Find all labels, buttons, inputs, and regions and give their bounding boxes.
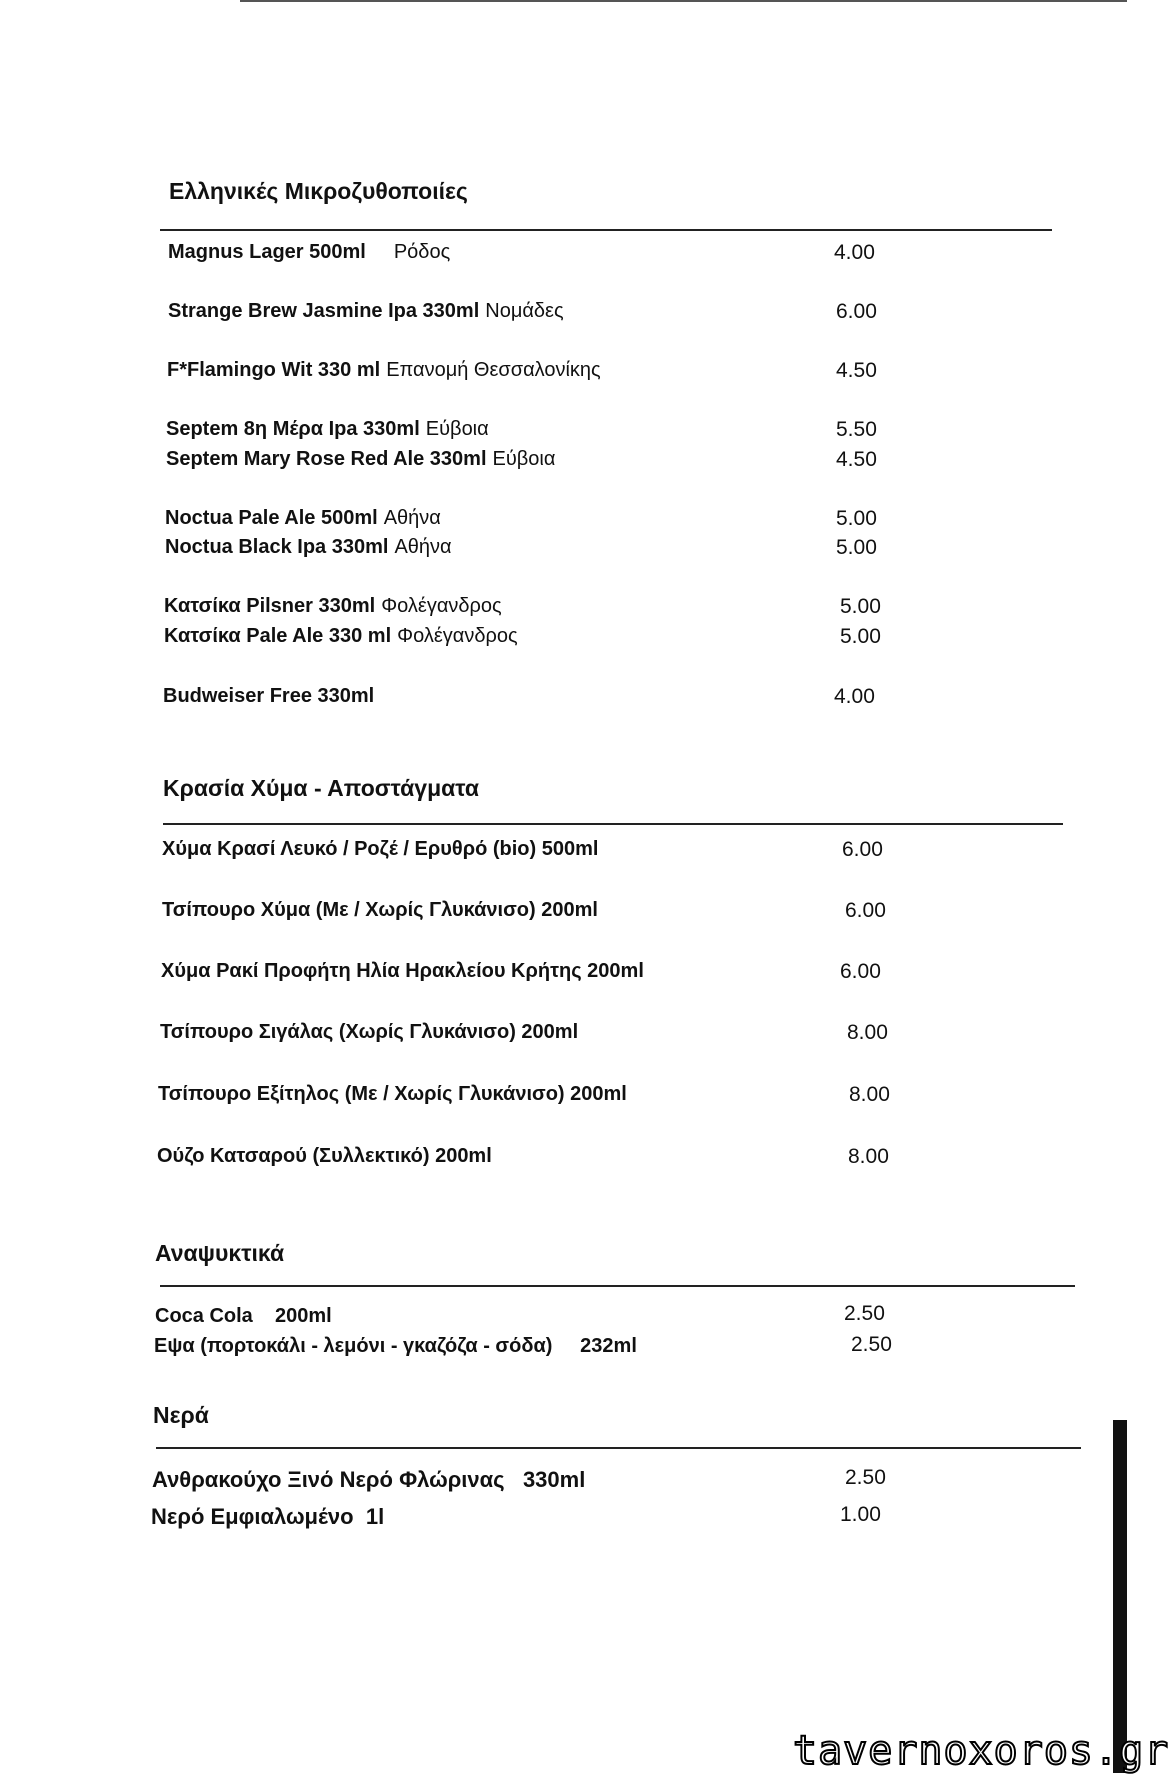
menu-item	[163, 685, 374, 708]
top-edge-rule	[240, 0, 1127, 2]
section-title-wines-spirits: Κρασία Χύμα - Αποστάγματα	[163, 775, 480, 801]
item-price: 4.50	[836, 359, 877, 382]
item-name: Ανθρακούχο Ξινό Νερό Φλώρινας 330ml	[152, 1467, 586, 1492]
menu-item	[168, 300, 564, 323]
menu-item	[162, 838, 598, 861]
item-price: 5.00	[836, 536, 877, 559]
item-name: Τσίπουρο Εξίτηλος (Με / Χωρίς Γλυκάνισο) 200ml	[158, 1083, 627, 1105]
item-price: 1.00	[840, 1503, 881, 1526]
item-price: 6.00	[842, 838, 883, 861]
section-divider	[160, 1285, 1075, 1287]
item-price: 2.50	[845, 1466, 886, 1489]
item-price: 2.50	[851, 1333, 892, 1356]
item-name: Budweiser Free 330ml	[163, 685, 375, 707]
menu-item	[155, 1305, 332, 1328]
item-origin: Νομάδες	[485, 300, 564, 322]
section-title-microbreweries: Ελληνικές Μικροζυθοποιίες	[169, 178, 468, 204]
menu-item	[160, 1021, 578, 1044]
item-name: Strange Brew Jasmine Ipa 330ml	[168, 300, 480, 322]
menu-item	[165, 536, 452, 559]
section-divider	[156, 1447, 1081, 1449]
menu-item	[151, 1504, 384, 1530]
item-price: 2.50	[844, 1302, 885, 1325]
menu-item	[166, 418, 489, 441]
item-price: 5.00	[840, 595, 881, 618]
item-name: Χύμα Ρακί Προφήτη Ηλία Ηρακλείου Κρήτης 200ml	[161, 960, 644, 982]
menu-item	[164, 595, 502, 618]
menu-item	[162, 899, 598, 922]
item-name: Κατσίκα Pale Ale 330 ml	[164, 625, 392, 647]
item-price: 8.00	[849, 1083, 890, 1106]
item-origin: Εύβοια	[492, 448, 556, 470]
item-origin: Ρόδος	[393, 241, 451, 263]
item-origin: Αθήνα	[394, 536, 452, 558]
section-title-soft-drinks: Αναψυκτικά	[155, 1240, 285, 1266]
menu-item	[164, 625, 518, 648]
item-price: 4.00	[834, 241, 875, 264]
item-price: 6.00	[845, 899, 886, 922]
item-name: Septem Mary Rose Red Ale 330ml	[166, 448, 487, 470]
item-origin: Αθήνα	[383, 507, 441, 529]
item-name: Τσίπουρο Χύμα (Με / Χωρίς Γλυκάνισο) 200ml	[162, 899, 598, 921]
item-price: 6.00	[836, 300, 877, 323]
menu-item	[165, 507, 441, 530]
item-name: Χύμα Κρασί Λευκό / Ροζέ / Ερυθρό (bio) 500ml	[162, 838, 599, 860]
item-price: 8.00	[847, 1021, 888, 1044]
item-name: F*Flamingo Wit 330 ml	[167, 359, 381, 381]
section-divider	[160, 229, 1052, 231]
item-name: Noctua Pale Ale 500ml	[165, 507, 378, 529]
item-name: Κατσίκα Pilsner 330ml	[164, 595, 376, 617]
menu-item	[152, 1467, 585, 1493]
item-price: 5.50	[836, 418, 877, 441]
item-price: 6.00	[840, 960, 881, 983]
item-name: Septem 8η Μέρα Ipa 330ml	[166, 418, 420, 440]
watermark-logo: tavernoxoros.gr	[793, 1728, 1169, 1774]
item-origin: Εύβοια	[425, 418, 489, 440]
section-divider	[163, 823, 1063, 825]
item-name: Coca Cola 200ml	[155, 1305, 332, 1327]
item-origin: Φολέγανδρος	[381, 595, 502, 617]
item-name: Magnus Lager 500ml	[168, 241, 366, 263]
item-name: Εψα (πορτοκάλι - λεμόνι - γκαζόζα - σόδα) 232ml	[154, 1335, 637, 1357]
item-origin: Επανομή Θεσσαλονίκης	[386, 359, 601, 381]
item-name: Ούζο Κατσαρού (Συλλεκτικό) 200ml	[157, 1145, 492, 1167]
item-price: 5.00	[840, 625, 881, 648]
menu-item	[161, 960, 644, 983]
menu-item	[168, 241, 450, 264]
item-origin: Φολέγανδρος	[397, 625, 518, 647]
menu-item	[154, 1335, 637, 1358]
item-name: Noctua Black Ipa 330ml	[165, 536, 389, 558]
menu-item	[166, 448, 555, 471]
menu-item	[157, 1145, 492, 1168]
menu-item	[158, 1083, 627, 1106]
item-price: 4.50	[836, 448, 877, 471]
section-title-waters: Νερά	[153, 1402, 209, 1428]
item-price: 8.00	[848, 1145, 889, 1168]
item-price: 5.00	[836, 507, 877, 530]
menu-item	[167, 359, 601, 382]
item-name: Νερό Εμφιαλωμένο 1l	[151, 1504, 385, 1529]
scan-edge-shadow	[1113, 1420, 1127, 1773]
item-name: Τσίπουρο Σιγάλας (Χωρίς Γλυκάνισο) 200ml	[160, 1021, 579, 1043]
item-price: 4.00	[834, 685, 875, 708]
